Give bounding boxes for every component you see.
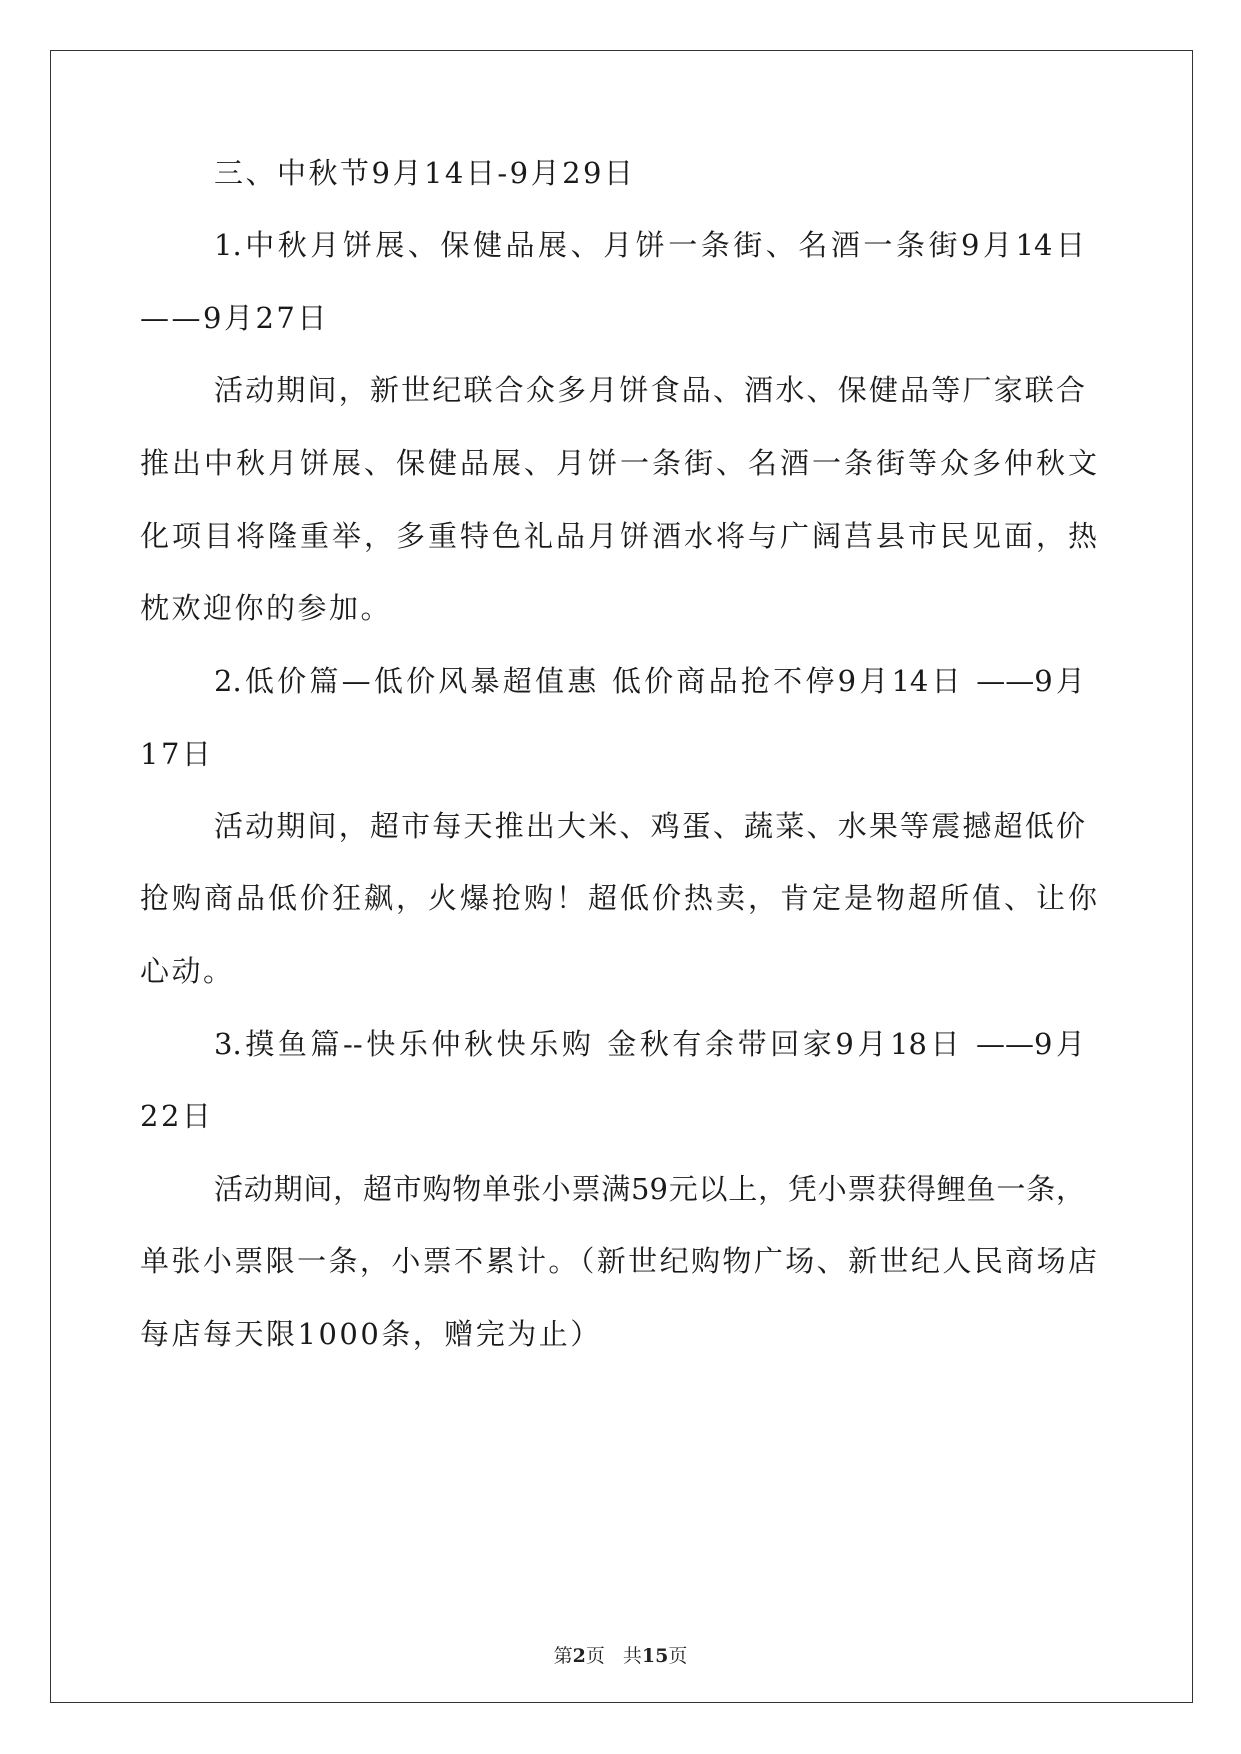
total-suffix: 页 [668, 1645, 688, 1667]
page-prefix: 第 [553, 1645, 573, 1667]
item-2-title-cont: 17日 [140, 737, 214, 771]
page-footer [0, 1644, 1241, 1668]
paragraph-line: 心动。 [140, 954, 235, 988]
paragraph-line: 推出中秋月饼展、保健品展、月饼一条街、名酒一条街等众多仲秋文 [140, 446, 1097, 480]
item-3-title: 3.摸鱼篇--快乐仲秋快乐购 金秋有余带回家9月18日 ——9月 [214, 1027, 1085, 1061]
paragraph-line: 化项目将隆重举，多重特色礼品月饼酒水将与广阔莒县市民见面，热 [140, 519, 1097, 553]
paragraph-line: 抢购商品低价狂飙，火爆抢购！超低价热卖，肯定是物超所值、让你 [140, 881, 1097, 915]
paragraph-line: 活动期间，超市购物单张小票满59元以上，凭小票获得鲤鱼一条， [214, 1172, 1085, 1206]
current-page-number: 2 [572, 1645, 586, 1667]
paragraph-line: 活动期间，新世纪联合众多月饼食品、酒水、保健品等厂家联合 [214, 373, 1085, 407]
item-2-title: 2.低价篇—低价风暴超值惠 低价商品抢不停9月14日 ——9月 [214, 664, 1085, 698]
item-1-title-cont: ——9月27日 [140, 301, 329, 335]
page-mid: 页 [585, 1645, 605, 1667]
total-page-number: 15 [641, 1645, 669, 1667]
item-3-title-cont: 22日 [140, 1099, 214, 1133]
paragraph-line: 活动期间，超市每天推出大米、鸡蛋、蔬菜、水果等震撼超低价 [214, 809, 1085, 843]
section-heading: 三、中秋节9月14日-9月29日 [214, 156, 636, 190]
paragraph-line: 每店每天限1000条，赠完为止） [140, 1317, 602, 1351]
paragraph-line: 单张小票限一条，小票不累计。（新世纪购物广场、新世纪人民商场店 [140, 1244, 1097, 1278]
paragraph-line: 枕欢迎你的参加。 [140, 591, 393, 625]
item-1-title: 1.中秋月饼展、保健品展、月饼一条街、名酒一条街9月14日 [214, 228, 1085, 262]
total-prefix: 共 [622, 1645, 642, 1667]
page-border [50, 50, 1193, 1703]
